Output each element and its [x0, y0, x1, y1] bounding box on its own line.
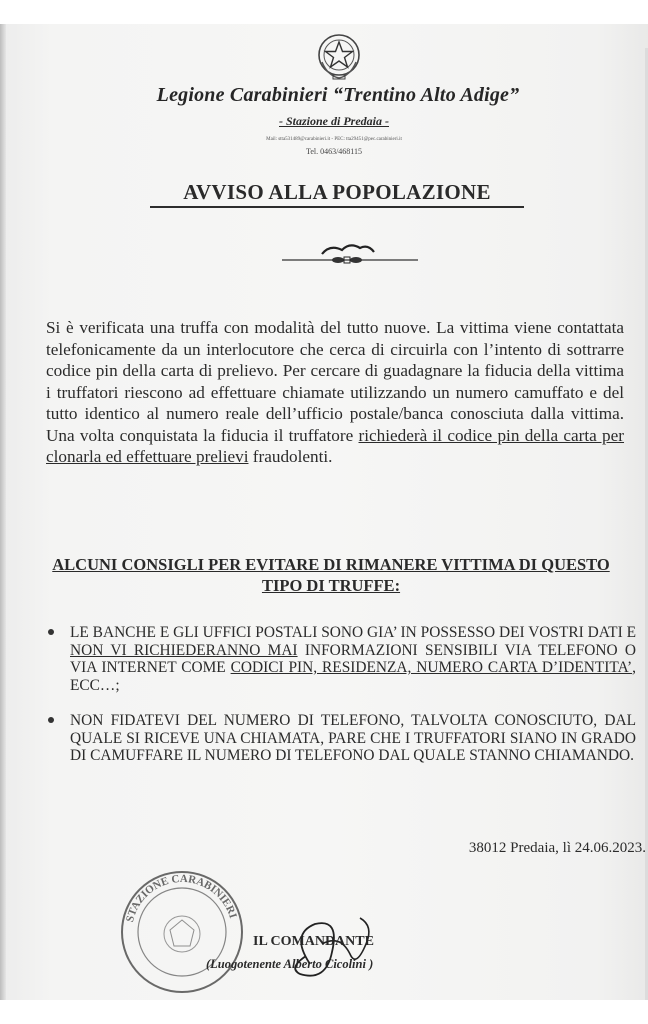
advice-list: [44, 624, 636, 765]
contact-mail: Mail: stta531489@carabinieri.it - PEC: tta29451@pec.carabinieri.it: [266, 137, 402, 142]
body-text-part3: fraudolenti.: [248, 447, 333, 466]
station-name: - Stazione di Predaia -: [279, 114, 389, 128]
bullet1-text-e: , ECC…;: [70, 659, 636, 694]
place-date: 38012 Predaia, lì 24.06.2023.: [468, 840, 646, 856]
official-stamp-icon: [110, 864, 260, 1000]
bullet1-underlined-never: NON VI RICHIEDERANNO MAI: [70, 641, 298, 659]
bullet-dot-icon: [48, 629, 54, 635]
italian-republic-emblem-icon: [314, 30, 364, 82]
body-text-underlined: richiederà il codice pin della carta per clonarla ed effettuare prelievi: [46, 425, 625, 466]
legion-title: Legione Carabinieri “Trentino Alto Adige”: [156, 84, 520, 106]
handwritten-signature-icon: [270, 904, 390, 994]
stamp-text: STAZIONE CARABINIERI: [124, 872, 239, 924]
laurel-ornament-icon: [280, 240, 420, 268]
body-paragraph: [46, 317, 624, 468]
signature-name: (Luogotenente Alberto Cicolini ): [206, 957, 374, 971]
advice-heading: ALCUNI CONSIGLI PER EVITARE DI RIMANERE VITTIMA DI QUESTO TIPO DI TRUFFE:: [52, 555, 610, 595]
list-item: [44, 624, 636, 694]
bullet-dot-icon: [48, 717, 54, 723]
bullet1-text-c: INFORMAZIONI SENSIBILI VIA TELEFONO O VIA INTERNET COME: [70, 641, 636, 676]
body-text-part1: Si è verificata una truffa con modalità del tutto nuove. La vittima viene contattata telefonicamente da un interlocutore che cerca di circuirla con l’intento di sottrarre codice pin della carta di prelievo. Per cercare di guadagnare la fiducia della vittima i truffatori riescono ad effettuare chiamate utilizzando un numero camuffato e del tutto identico al numero reale dell’ufficio postale/banca conosciuta dalla vittima. Una volta conquistata la fiducia il truffatore: [46, 318, 624, 445]
bullet1-underlined-data: CODICI PIN, RESIDENZA, NUMERO CARTA D’IDENTITA’: [230, 659, 633, 676]
notice-title: AVVISO ALLA POPOLAZIONE: [150, 180, 524, 208]
contact-phone: Tel. 0463/468115: [305, 147, 363, 156]
signature-role: IL COMANDANTE: [253, 934, 374, 949]
list-item: [44, 712, 636, 765]
bullet2-text: NON FIDATEVI DEL NUMERO DI TELEFONO, TALVOLTA CONOSCIUTO, DAL QUALE SI RICEVE UNA CHIAMATA, PARE CHE I TRUFFATORI SIANO IN GRADO DI CAMUFFARE IL NUMERO DI TELEFONO DAL QUALE STANNO CHIAMANDO.: [70, 712, 636, 764]
image-bottom-margin: [0, 1000, 648, 1024]
bullet1-text-a: LE BANCHE E GLI UFFICI POSTALI SONO GIA’ IN POSSESSO DEI VOSTRI DATI E: [70, 624, 636, 641]
notice-sheet: [0, 24, 648, 1000]
document-photo: [0, 24, 648, 1000]
